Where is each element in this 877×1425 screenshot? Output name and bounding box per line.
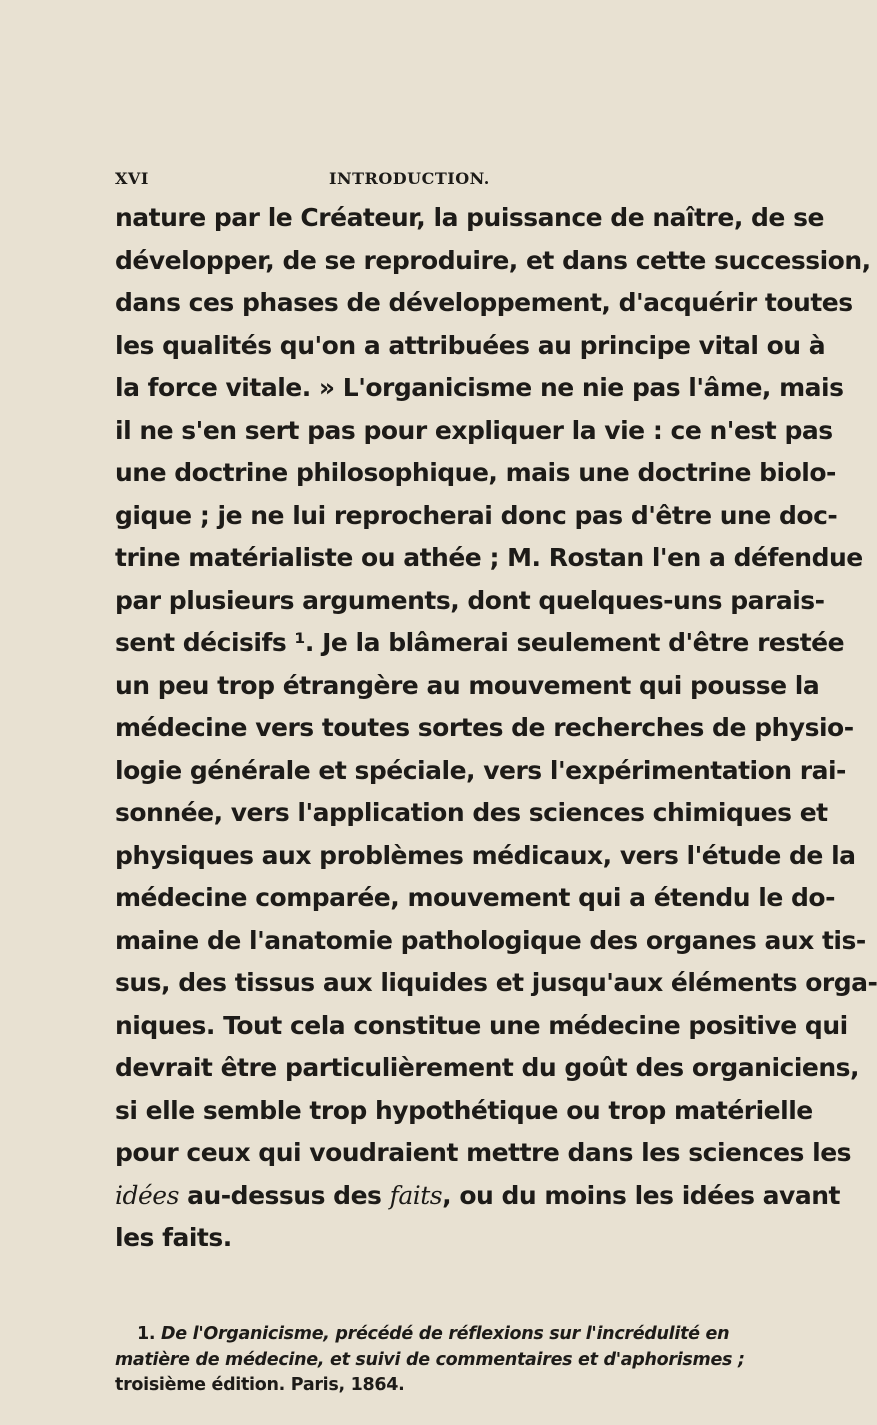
footnote-title-part: De l'Organicisme, précédé de réflexions sur l'incrédulité en [161, 1324, 730, 1344]
text-line: médecine comparée, mouvement qui a étendu le do- [115, 883, 835, 912]
text-line: sonnée, vers l'application des sciences chimiques et [115, 798, 828, 827]
text-fragment: , ou du moins les idées avant [442, 1180, 840, 1210]
text-line: logie générale et spéciale, vers l'expérimentation rai- [115, 755, 846, 785]
emphasis-idees: idées [115, 1180, 179, 1210]
text-line: gique ; je ne lui reprocherai donc pas d'être une doc- [115, 500, 838, 530]
text-line: développer, de se reproduire, et dans cette succession, [115, 245, 871, 275]
footnote-line [115, 1322, 730, 1348]
text-line-with-emphasis [115, 1175, 840, 1218]
text-line: maine de l'anatomie pathologique des organes aux tis- [115, 925, 866, 955]
text-line: si elle semble trop hypothétique ou trop matérielle [115, 1095, 813, 1125]
text-line: niques. Tout cela constitue une médecine positive qui [115, 1010, 848, 1040]
text-line: pour ceux qui voudraient mettre dans les sciences les [115, 1138, 852, 1167]
footnote-line [115, 1348, 745, 1374]
body-text [115, 197, 877, 1260]
emphasis-faits: faits [389, 1180, 443, 1210]
text-line: nature par le Créateur, la puissance de naître, de se [115, 203, 824, 232]
text-line: médecine vers toutes sortes de recherches de physio- [115, 713, 854, 742]
text-line: un peu trop étrangère au mouvement qui pousse la [115, 670, 820, 700]
text-line: la force vitale. » L'organicisme ne nie pas l'âme, mais [115, 373, 844, 402]
text-line: par plusieurs arguments, dont quelques-uns parais- [115, 585, 825, 615]
text-line: sent décisifs ¹. Je la blâmerai seulement d'être restée [115, 628, 845, 657]
text-fragment: des [333, 1180, 390, 1210]
text-line: devrait être particulièrement du goût des organiciens, [115, 1053, 860, 1082]
text-line: une doctrine philosophique, mais une doctrine biolo- [115, 458, 836, 487]
text-line-last: les faits. [115, 1223, 232, 1252]
page-number: XVI [115, 169, 149, 188]
text-line: physiques aux problèmes médicaux, vers l'étude de la [115, 840, 856, 870]
text-line: dans ces phases de développement, d'acquérir toutes [115, 288, 853, 317]
running-title: INTRODUCTION. [329, 169, 490, 188]
footnote-line: troisième édition. Paris, 1864. [115, 1375, 405, 1395]
footnote-number: 1. [137, 1324, 156, 1344]
text-line: les qualités qu'on a attribuées au principe vital ou à [115, 330, 826, 360]
footnote [115, 1322, 745, 1399]
running-head [115, 169, 705, 191]
footnote-title-part: matière de médecine, et suivi de commentaires et d'aphorismes ; [115, 1349, 745, 1370]
text-line: sus, des tissus aux liquides et jusqu'aux éléments orga- [115, 968, 877, 997]
text-line: il ne s'en sert pas pour expliquer la vie : ce n'est pas [115, 415, 833, 445]
text-fragment: au-dessus [178, 1180, 334, 1210]
text-line: trine matérialiste ou athée ; M. Rostan l'en a défendue [115, 543, 863, 572]
